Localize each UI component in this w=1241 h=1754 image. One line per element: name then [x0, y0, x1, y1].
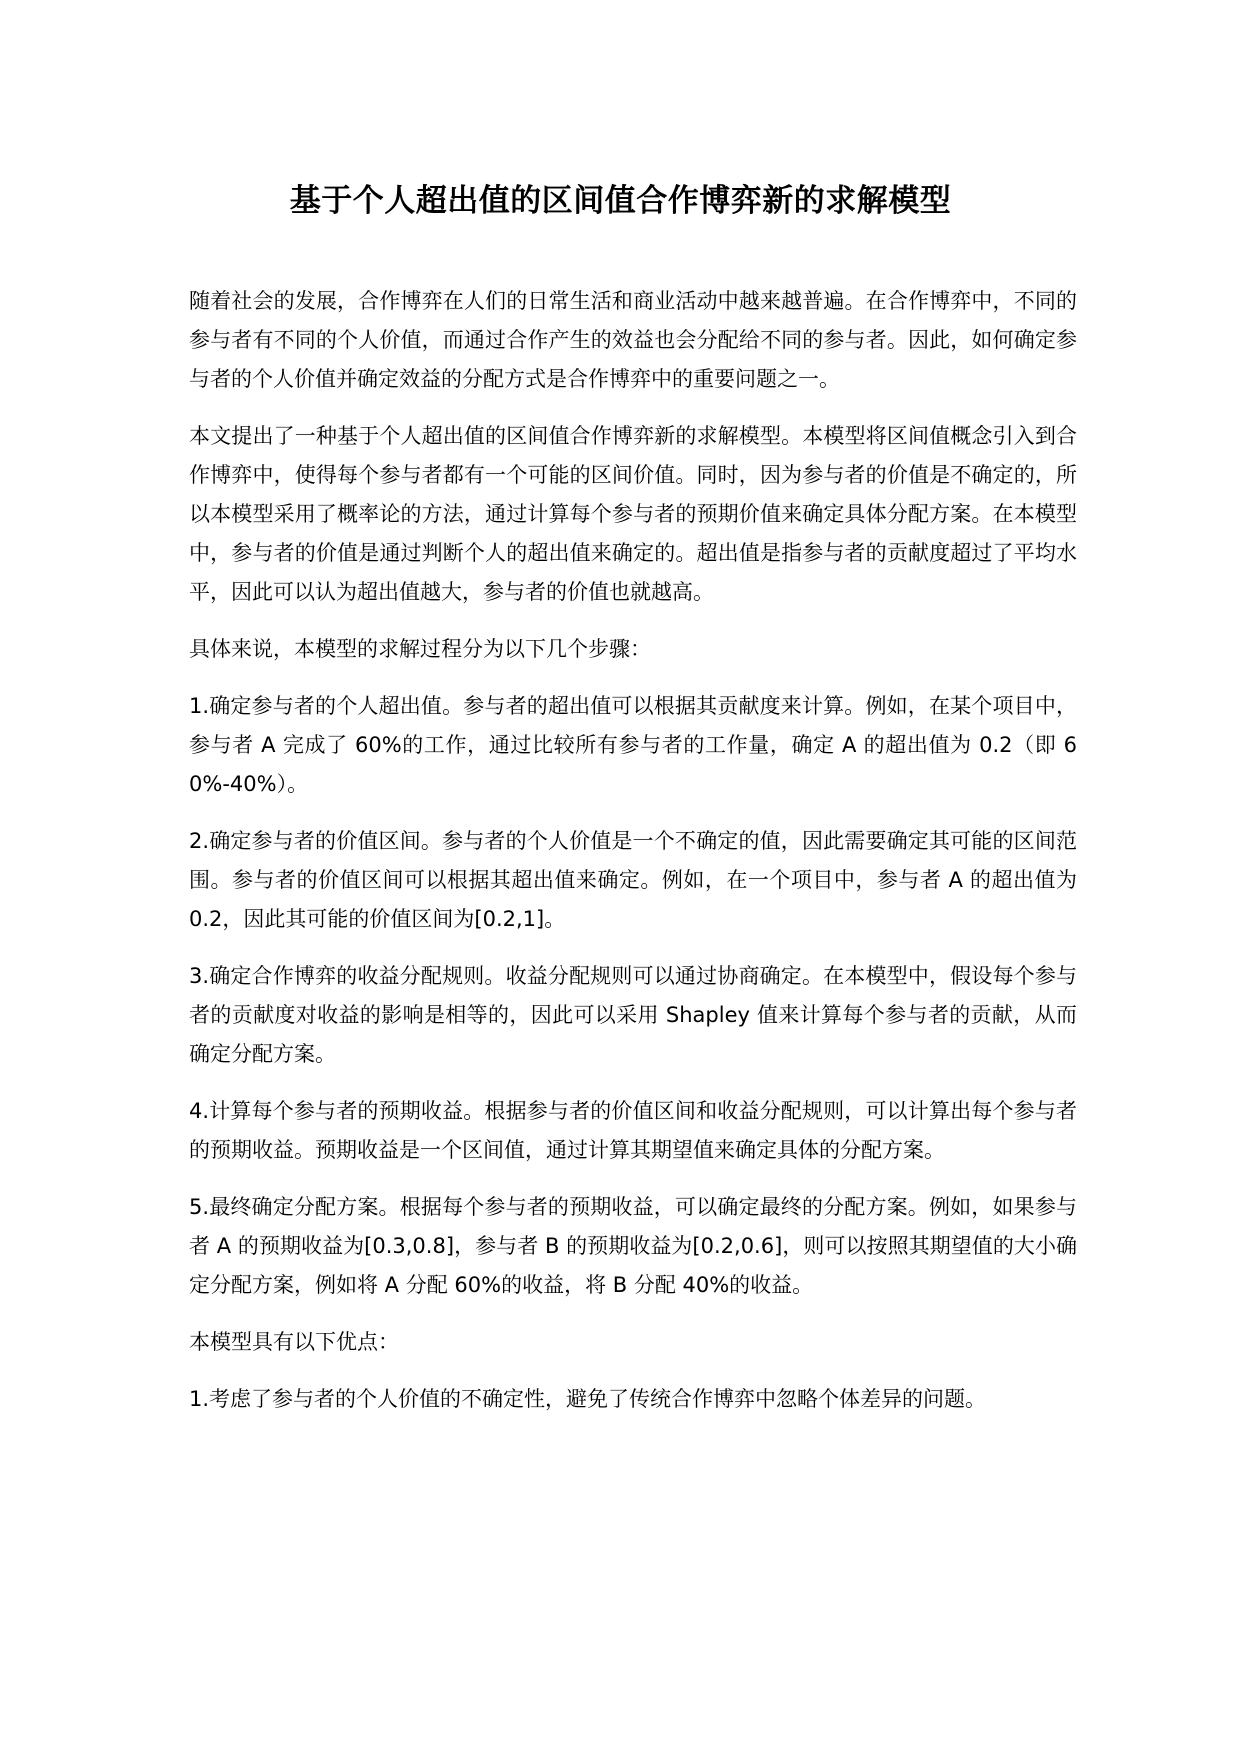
paragraph-step-3: 3.确定合作博弈的收益分配规则。收益分配规则可以通过协商确定。在本模型中，假设每个参与者的贡献度对收益的影响是相等的，因此可以采用 Shapley 值来计算每个参与者的贡献，从而确定分配方案。 [189, 964, 1077, 1066]
document-title: 基于个人超出值的区间值合作博弈新的求解模型 [289, 183, 952, 219]
paragraph-step-2: 2.确定参与者的价值区间。参与者的个人价值是一个不确定的值，因此需要确定其可能的区间范围。参与者的价值区间可以根据其超出值来确定。例如，在一个项目中，参与者 A 的超出值为 0.2，因此其可能的价值区间为[0.2,1]。 [189, 829, 1077, 931]
paragraph-step-1: 1.确定参与者的个人超出值。参与者的超出值可以根据其贡献度来计算。例如，在某个项目中，参与者 A 完成了 60%的工作，通过比较所有参与者的工作量，确定 A 的超出值为 0.2（即 60%-40%）。 [189, 694, 1077, 796]
paragraph-step-4: 4.计算每个参与者的预期收益。根据参与者的价值区间和收益分配规则，可以计算出每个参与者的预期收益。预期收益是一个区间值，通过计算其期望值来确定具体的分配方案。 [189, 1099, 1077, 1162]
document-body [189, 282, 1077, 1437]
paragraph-advantages-intro: 本模型具有以下优点： [189, 1330, 399, 1354]
paragraph-intro: 随着社会的发展，合作博弈在人们的日常生活和商业活动中越来越普遍。在合作博弈中，不同的参与者有不同的个人价值，而通过合作产生的效益也会分配给不同的参与者。因此，如何确定参与者的个人价值并确定效益的分配方式是合作博弈中的重要问题之一。 [189, 289, 1077, 391]
paragraph-advantage-1: 1.考虑了参与者的个人价值的不确定性，避免了传统合作博弈中忽略个体差异的问题。 [189, 1387, 987, 1411]
paragraph-step-5: 5.最终确定分配方案。根据每个参与者的预期收益，可以确定最终的分配方案。例如，如果参与者 A 的预期收益为[0.3,0.8]，参与者 B 的预期收益为[0.2,0.6]，则可以按照其期望值的大小确定分配方案，例如将 A 分配 60%的收益，将 B 分配 40%的收益。 [189, 1195, 1077, 1297]
paragraph-model-overview: 本文提出了一种基于个人超出值的区间值合作博弈新的求解模型。本模型将区间值概念引入到合作博弈中，使得每个参与者都有一个可能的区间价值。同时，因为参与者的价值是不确定的，所以本模型采用了概率论的方法，通过计算每个参与者的预期价值来确定具体分配方案。在本模型中，参与者的价值是通过判断个人的超出值来确定的。超出值是指参与者的贡献度超过了平均水平，因此可以认为超出值越大，参与者的价值也就越高。 [189, 424, 1077, 604]
paragraph-steps-intro: 具体来说，本模型的求解过程分为以下几个步骤： [189, 637, 651, 661]
